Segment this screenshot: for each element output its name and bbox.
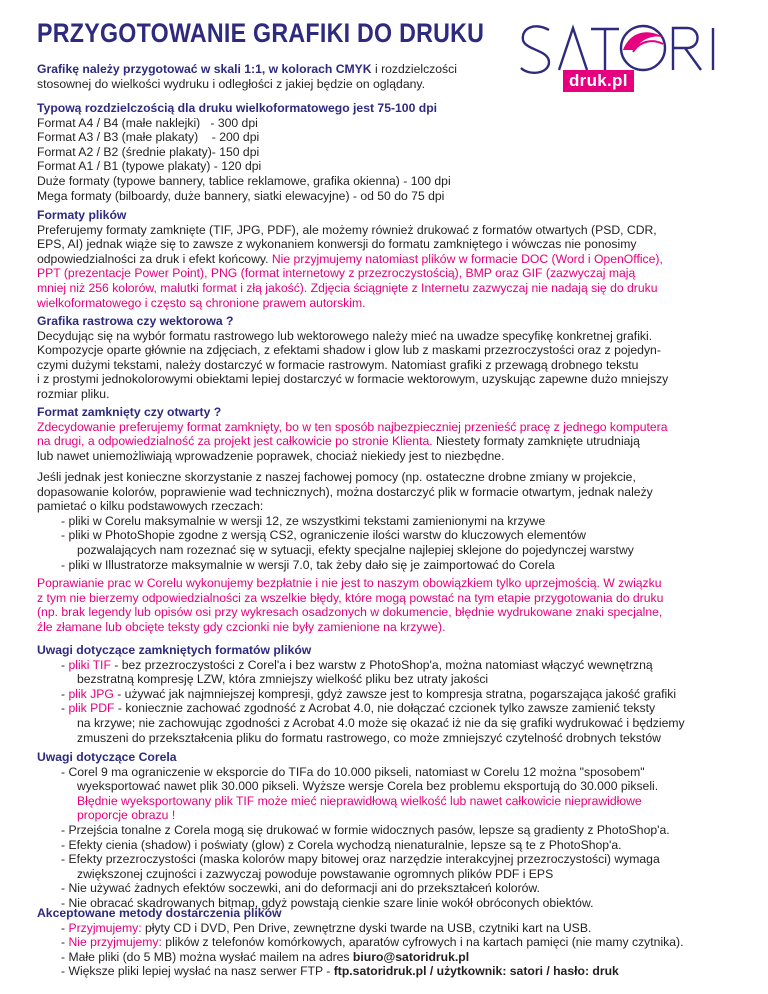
corel-note-item: - Efekty przezroczystości (maska kolorów mapy bitowej oraz narzędzie interakcyjnej przezroczystości) wymaga	[61, 852, 660, 867]
formats-section	[37, 208, 737, 310]
delivery-section: Akceptowane metody dostarczenia plików - Przyjmujemy: płyty CD i DVD, Pen Drive, zewnętrzne dyski twarde na USB, czytniki kart na USB. - Nie przyjmujemy: plików z telefonów komórkowych, aparatów cyfrowych i na kartach pamięci (nie mamy czytnika). - Małe pliki (do 5 MB) można wysłać mailem na adres biuro@satoridruk.pl - Większe pliki lepiej wysłać na nasz serwer FTP - ftp.satoridruk.pl / użytkownik: satori / hasło: druk	[37, 906, 737, 979]
corel-note-item: - Corel 9 ma ograniczenie w eksporcie do TIFa do 10.000 pikseli, natomiast w Corelu 12 można "sposobem"	[61, 764, 645, 779]
closed-section	[37, 405, 737, 463]
formats-heading: Formaty plików	[37, 208, 127, 222]
closed-notes-heading: Uwagi dotyczące zamkniętych formatów plików	[37, 643, 312, 657]
pdf-cont: zmuszeni do przekształcenia pliku do formatu rastrowego, co może zmniejszyć czytelność drobnych tekstów	[77, 730, 661, 745]
resolution-line: Format A3 / B3 (małe plakaty) - 200 dpi	[37, 130, 260, 145]
formats-rejected-line: PPT (prezentacje Power Point), PNG (format internetowy z przezroczystością), BMP oraz GIF (zazwyczaj mają	[37, 266, 636, 281]
corel-note-warning: Błędnie wyeksportowany plik TIF może mieć nieprawidłową wielkość lub nawet całkowicie nieprawidłowe	[77, 793, 642, 808]
delivery-heading: Akceptowane metody dostarczenia plików	[37, 906, 282, 920]
corel-notes-heading: Uwagi dotyczące Corela	[37, 750, 177, 764]
corel-note-item: - Nie używać żadnych efektów soczewki, ani do deformacji ani do przekształceń kolorów.	[61, 881, 540, 896]
corel-note-item: - Efekty cienia (shadow) i poświaty (glow) z Corela wychodzą nienaturalnie, lepsze są te z PhotoShop'a.	[61, 837, 622, 852]
resolution-line: Duże formaty (typowe bannery, tablice reklamowe, grafika okienna) - 100 dpi	[37, 173, 451, 188]
closed-line: na drugi, a odpowiedzialność za projekt jest całkowicie po stronie Klienta.	[37, 434, 433, 449]
intro-line2: stosownej do wielkości wydruku i odległości z jakiej będzie on oglądany.	[37, 76, 425, 91]
corel-note-section	[37, 576, 737, 634]
closed-line: Zdecydowanie preferujemy format zamknięty, bo w ten sposób najbezpieczniej przenieść pracę z jednego komputera	[37, 419, 668, 434]
corel-note-warning: proporcje obrazu !	[77, 808, 176, 823]
delivery-no-text: plików z telefonów komórkowych, aparatów cyfrowych i na kartach pamięci (nie mamy czytnika).	[161, 935, 684, 950]
open-line: pamietać o kilku podstawowych rzeczach:	[37, 499, 264, 514]
pdf-label: plik PDF	[68, 701, 115, 716]
corel-note-line: Poprawianie prac w Corelu wykonujemy bezpłatnie i nie jest to naszym obowiązkiem tylko uprzejmością. W związku	[37, 576, 662, 590]
corel-note-cont: wyeksportować nawet plik 30.000 pikseli. Wyższe wersje Corela bez problemu eksportują do 30.000 pikseli.	[77, 779, 659, 794]
pdf-cont: na krzywe; nie zachowując zgodności z Acrobat 4.0 może się okazać iż nie da się grafiki wydrukować i będziemy	[77, 715, 685, 730]
corel-note-cont: zwiększonej czujności i zazwyczaj powoduje powstawanie ogromnych plików PDF i EPS	[77, 866, 554, 881]
intro-bold: Grafikę należy przygotować w skali 1:1, w kolorach CMYK	[37, 62, 372, 76]
open-bullet: - pliki w Illustratorze maksymalnie w wersji 7.0, tak żeby dało się je zaimportować do Corela	[61, 557, 555, 572]
resolution-line: Format A2 / B2 (średnie plakaty)- 150 dpi	[37, 144, 260, 159]
resolution-line: Mega formaty (bilboardy, duże bannery, siatki elewacyjne) - od 50 do 75 dpi	[37, 188, 445, 203]
resolution-line: Format A4 / B4 (małe naklejki) - 300 dpi	[37, 115, 258, 130]
open-bullet-cont: pozwalających nam rozeznać się w sytuacji, efekty specjalne najlepiej sklejone do pojedynczej warstwy	[77, 542, 634, 557]
tif-cont: bezstratną kompresję LZW, która zmniejszy wielkość pliku bez utraty jakości	[77, 672, 489, 687]
formats-line: Preferujemy formaty zamknięte (TIF, JPG, PDF), ale możemy również drukować z formatów otwartych (PSD, CDR,	[37, 222, 657, 237]
open-line: Jeśli jednak jest konieczne skorzystanie z naszej fachowej pomocy (np. ostateczne drobne zmiany w projekcie,	[37, 470, 636, 484]
closed-heading: Format zamknięty czy otwarty ?	[37, 405, 222, 419]
delivery-yes-label: Przyjmujemy:	[68, 920, 142, 935]
tif-label: pliki TIF	[68, 657, 111, 672]
tif-text: - bez przezroczystości z Corel'a i bez warstw z PhotoShop'a, można natomiast włączyć wewnętrzną	[110, 657, 653, 672]
resolution-line: Format A1 / B1 (typowe plakaty) - 120 dpi	[37, 159, 262, 174]
open-bullet: - pliki w PhotoShopie zgodne z wersją CS2, ograniczenie ilości warstw do kluczowych elementów	[61, 528, 586, 543]
delivery-no-label: Nie przyjmujemy:	[68, 935, 162, 950]
corel-note-item: - Przejścia tonalne z Corela mogą się drukować w formie widocznych pasów, lepsze są gradienty z PhotoShop'a.	[61, 822, 670, 837]
resolution-heading: Typową rozdzielczością dla druku wielkoformatowego jest 75-100 dpi	[37, 101, 438, 115]
closed-line: Niestety formaty zamknięte utrudniają	[432, 434, 640, 449]
formats-line: EPS, AI) jednak wiąże się to zawsze z wykonaniem konwersji do formatu zamkniętego i wówczas nie ponosimy	[37, 237, 637, 252]
raster-line: Kompozycje oparte głównie na zdjęciach, z efektami shadow i glow lub z maskami przezroczystości oraz z pojedyn-	[37, 343, 661, 358]
jpg-text: - używać jak najmniejszej kompresji, gdyż zawsze jest to kompresja stratna, pogarszająca jakość grafiki	[113, 686, 677, 701]
delivery-email-link[interactable]: biuro@satoridruk.pl	[352, 949, 470, 964]
raster-line: rozmiar pliku.	[37, 386, 110, 401]
resolution-section	[37, 101, 737, 203]
closed-line: lub nawet uniemożliwiają wprowadzenie poprawek, chociaż niekiedy jest to niezbędne.	[37, 448, 505, 463]
jpg-label: plik JPG	[68, 686, 114, 701]
corel-note-item: - Nie obracać skadrowanych bitmap, gdyż powstają cienkie szare linie wokół obróconych obiektów.	[61, 895, 594, 910]
raster-line: i z prostymi jednokolorowymi obiektami lepiej dostarczyć w formacie wektorowym, uzyskując zapewne dużo mniejszy	[37, 372, 669, 387]
corel-notes-section	[37, 750, 737, 911]
intro-section	[37, 62, 737, 91]
page-title: PRZYGOTOWANIE GRAFIKI DO DRUKU	[37, 18, 485, 48]
corel-note-line: z tym nie bierzemy odpowiedzialności za wszelkie błędy, które mogą powstać na tym etapie przygotowania do druku	[37, 590, 664, 605]
delivery-big-text: - Większe pliki lepiej wysłać na nasz serwer FTP -	[61, 964, 334, 979]
open-line: dopasowanie kolorów, poprawienie wad technicznych), można dostarczyć plik w formacie otwartym, jednak należy	[37, 484, 653, 499]
delivery-yes-text: płyty CD i DVD, Pen Drive, zewnętrzne dyski twarde na USB, czytniki kart na USB.	[141, 920, 592, 935]
formats-rejected-line: wielkoformatowego i często są chronione prawem autorskim.	[37, 295, 366, 310]
formats-rejected: Nie przyjmujemy natomiast plików w formacie DOC (Word i OpenOffice),	[271, 251, 663, 266]
closed-notes-section: Uwagi dotyczące zamkniętych formatów plików - pliki TIF - bez przezroczystości z Corel'a i bez warstw z PhotoShop'a, można natomiast włączyć wewnętrzną bezstratną kompresję LZW, która zmniejszy wielkość pliku bez utraty jakości - plik JPG - używać jak najmniejszej kompresji, gdyż zawsze jest to kompresja stratna, pogarszająca jakość grafiki - plik PDF - koniecznie zachować zgodność z Acrobat 4.0, nie dołączać czcionek tylko zawsze zamienić teksty na krzywe; nie zachowując zgodności z Acrobat 4.0 może się okazać iż nie da się grafiki wydrukować i będziemy zmuszeni do przekształcenia pliku do formatu rastrowego, co może zmniejszyć czytelność drobnych tekstów	[37, 643, 737, 745]
raster-heading: Grafika rastrowa czy wektorowa ?	[37, 314, 234, 328]
logo-subtitle: druk.pl	[563, 70, 634, 92]
delivery-small-text: - Małe pliki (do 5 MB) można wysłać mailem na adres	[61, 949, 353, 964]
raster-line: czymi dużymi tekstami, należy dostarczyć w formacie rastrowym. Natomiast grafiki z przewagą drobnego tekstu	[37, 357, 639, 372]
open-bullet: - pliki w Corelu maksymalnie w wersji 12, ze wszystkimi tekstami zamienionymi na krzywe	[61, 513, 546, 528]
formats-line: odpowiedzialności za druk i efekt końcowy.	[37, 251, 272, 266]
formats-rejected-line: mniej niż 256 kolorów, malutki format i złą jakość). Zdjęcia ściągnięte z Internetu zazwyczaj nie nadają się do druku	[37, 280, 658, 295]
delivery-ftp-link[interactable]: ftp.satoridruk.pl / użytkownik: satori / hasło: druk	[333, 964, 619, 979]
open-section	[37, 470, 737, 572]
intro-rest: i rozdzielczości	[371, 62, 457, 76]
raster-section	[37, 314, 737, 402]
corel-note-line: (np. brak legendy lub opisów osi przy wykresach osadzonych w dokumencie, błędnie wydrukowane znaki specjalne,	[37, 605, 663, 620]
pdf-text: - koniecznie zachować zgodność z Acrobat 4.0, nie dołączać czcionek tylko zawsze zamienić teksty	[114, 701, 656, 716]
raster-line: Decydując się na wybór formatu rastrowego lub wektorowego należy mieć na uwadze specyfikę konkretnej grafiki.	[37, 328, 653, 343]
corel-note-line: źle złamane lub obcięte teksty gdy czcionki nie były zamienione na krzywe).	[37, 619, 446, 634]
